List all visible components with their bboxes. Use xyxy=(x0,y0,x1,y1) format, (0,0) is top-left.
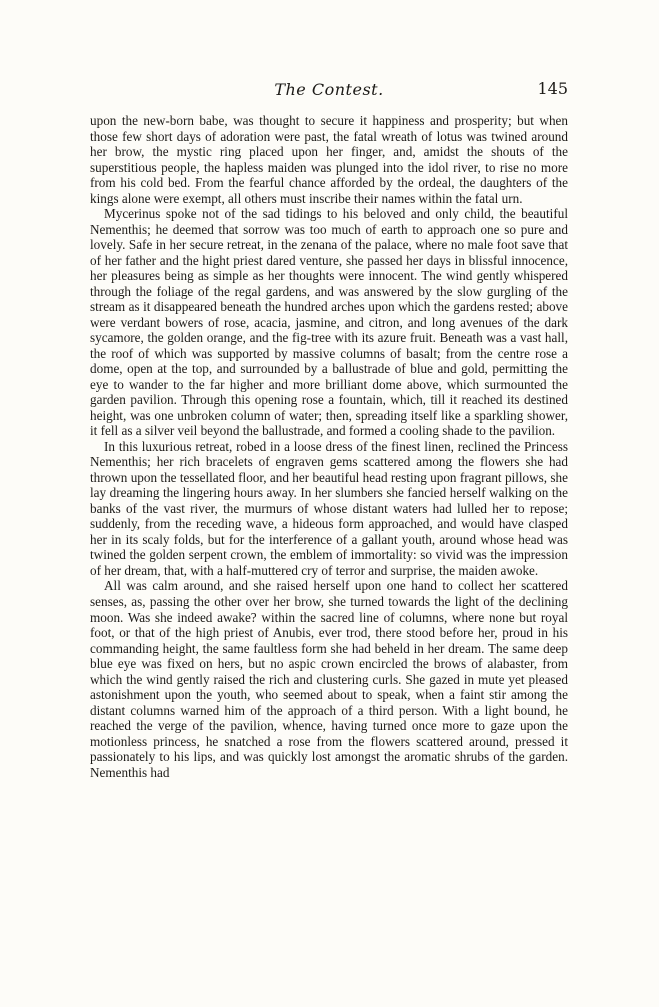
running-head xyxy=(90,80,568,104)
paragraph-3: In this luxurious retreat, robed in a loose dress of the finest linen, reclined the Princess Nementhis; her rich bracelets of engraven gems scattered among the flowers she had thrown upon the tessellated floor, and her beautiful head resting upon fragrant pillows, she lay dreaming the lingering hours away. In her slumbers she fancied herself walking on the banks of the vast river, the murmurs of whose distant waters had lulled her to repose; suddenly, from the receding wave, a hideous form approached, and would have clasped her in its scaly folds, but for the interference of a gallant youth, around whose head was twined the golden serpent crown, the emblem of immortality: so vivid was the impression of her dream, that, with a half-muttered cry of terror and surprise, the maiden awoke. xyxy=(90,438,568,578)
running-title: The Contest. xyxy=(274,80,384,99)
paragraph-1: upon the new-born babe, was thought to secure it happiness and prosperity; but when those few short days of adoration were past, the fatal wreath of lotus was twined around her brow, the mystic ring placed upon her finger, and, amidst the shouts of the superstitious people, the hapless maiden was plunged into the idol river, to rise no more from his cold bed. From the fearful chance afforded by the ordeal, the daughters of the kings alone were exempt, all others must inscribe their names within the fatal urn. xyxy=(90,113,568,206)
page-number: 145 xyxy=(537,79,568,98)
paragraph-2: Mycerinus spoke not of the sad tidings to his beloved and only child, the beautiful Nementhis; he deemed that sorrow was too much of earth to approach one so pure and lovely. Safe in her secure retreat, in the zenana of the palace, where no male foot save that of her father and the hight priest dared venture, she passed her days in blissful innocence, her pleasures being as simple as her thoughts were innocent. The wind gently whispered through the foliage of the regal gardens, and was answered by the slow gurgling of the stream as it disappeared beneath the hundred arches upon which the gardens rested; above were verdant bowers of rose, acacia, jasmine, and citron, and long avenues of the dark sycamore, the golden orange, and the fig-tree with its azure fruit. Beneath was a vast hall, the roof of which was supported by massive columns of basalt; from the centre rose a dome, open at the top, and surrounded by a ballustrade of blue and gold, permitting the eye to wander to the far higher and more brilliant dome above, which surmounted the garden pavilion. Through this opening rose a fountain, which, till it reached its destined height, was one unbroken column of water; then, spreading itself like a sparkling shower, it fell as a silver veil beyond the ballustrade, and formed a cooling shade to the pavilion. xyxy=(90,206,568,439)
paragraph-4: All was calm around, and she raised herself upon one hand to collect her scattered senses, as, passing the other over her brow, she turned towards the light of the declining moon. Was she indeed awake? within the sacred line of columns, where none but royal foot, or that of the high priest of Anubis, ever trod, there stood before her, proud in his commanding height, the same faultless form she had beheld in her dream. The same deep blue eye was fixed on hers, but no aspic crown encircled the brows of alabaster, from which the wind gently raised the rich and clustering curls. She gazed in mute yet pleased astonishment upon the youth, who seemed about to speak, when a faint stir among the distant columns warned him of the approach of a third person. With a light bound, he reached the verge of the pavilion, whence, having turned once more to gaze upon the motionless princess, he snatched a rose from the flowers scattered around, pressed it passionately to his lips, and was quickly lost amongst the aromatic shrubs of the garden. Nementhis had xyxy=(90,578,568,780)
body-text xyxy=(90,113,568,780)
